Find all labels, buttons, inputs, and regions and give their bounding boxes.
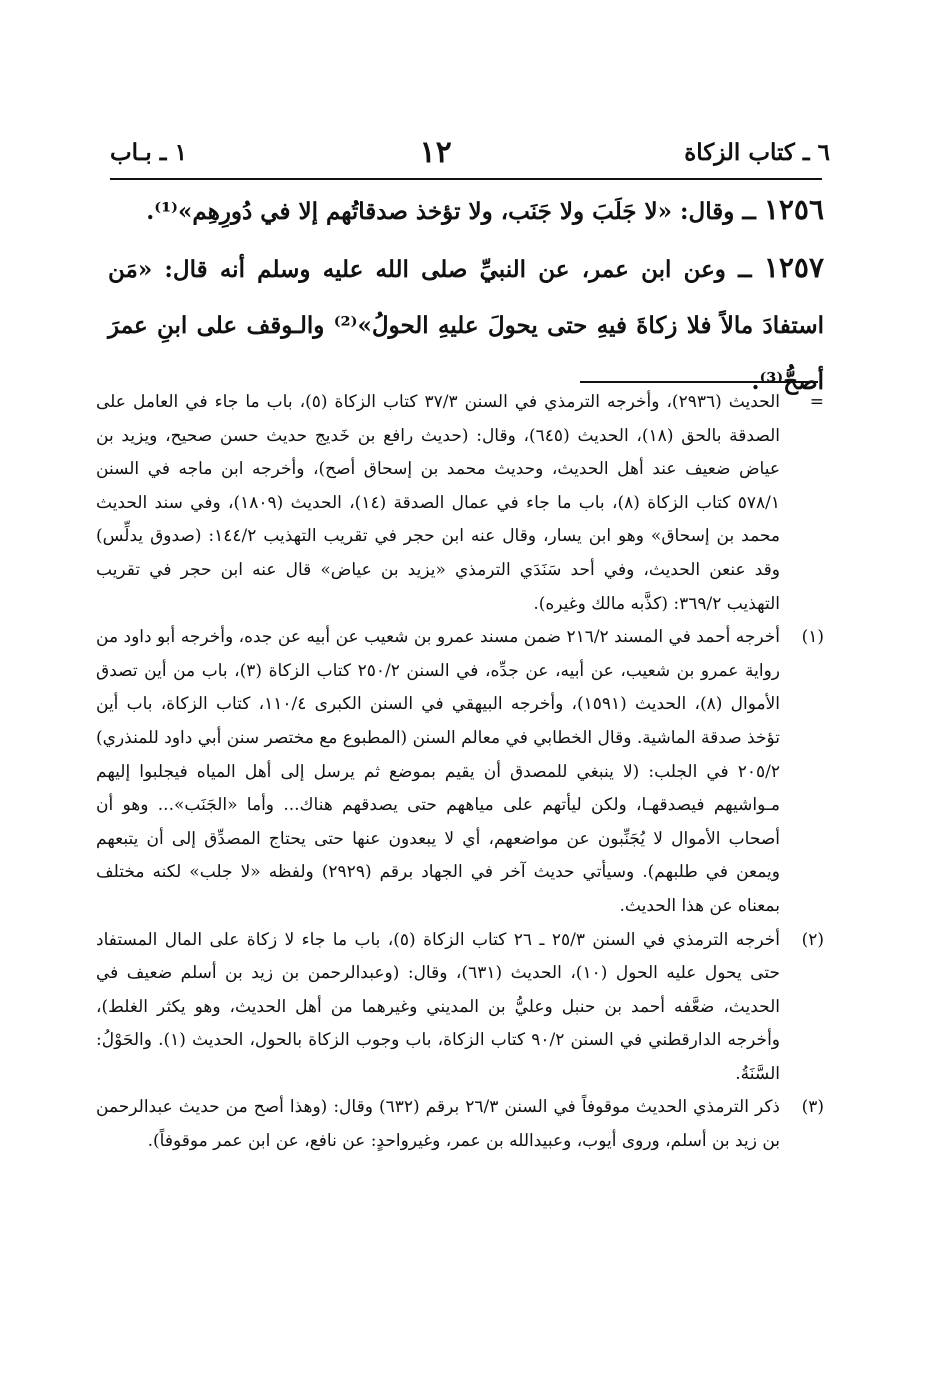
page-number: ١٢ xyxy=(419,134,452,170)
footnote-marker: = xyxy=(809,392,824,412)
hadith-1257 xyxy=(108,240,824,410)
hadith-text: ــ وقال: «لا جَلَبَ ولا جَنَب، ولا تؤخذ صدقاتُهم إلا في دُورِهِم»⁽¹⁾. xyxy=(146,198,756,225)
footnote-3 xyxy=(96,1091,824,1158)
section-title: ١ ـ بـاب xyxy=(110,138,187,166)
running-header xyxy=(110,128,830,176)
chapter-title: ٦ ـ كتاب الزكاة xyxy=(684,138,830,166)
hadith-number: ١٢٥٦ xyxy=(763,193,824,226)
hadith-number: ١٢٥٧ xyxy=(763,251,824,284)
footnote-marker: (٣) xyxy=(801,1097,824,1118)
hadith-text: ــ وعن ابن عمر، عن النبيِّ صلى الله عليه وسلم أنه قال: «مَن استفادَ مالاً فلا زكاةَ فيهِ حتى يحولَ عليهِ الحولُ»⁽²⁾ والـوقف على ابنِ عمرَ أصحُّ⁽³⁾. xyxy=(108,256,824,395)
footnote-text: ذكر الترمذي الحديث موقوفاً في السنن ٢٦/٣ برقم (٦٣٢) وقال: (وهذا أصح من حديث عبدالرحمن بن زيد بن أسلم، وروى أيوب، وعبيدالله بن عمر، وغيرواحدٍ: عن نافع، عن ابن عمر موقوفاً). xyxy=(96,1097,780,1152)
footnote-marker: (٢) xyxy=(801,929,824,950)
header-rule xyxy=(110,178,822,180)
footnote-separator xyxy=(580,381,818,383)
main-text xyxy=(108,182,824,410)
footnote-text: الحديث (٢٩٣٦)، وأخرجه الترمذي في السنن ٣٧/٣ كتاب الزكاة (٥)، باب ما جاء في العامل على الصدقة بالحق (١٨)، الحديث (٦٤٥)، وقال: (حديث رافع بن خَديج حديث حسن صحيح، ويزيد بن عياض ضعيف عند أهل الحديث، وحديث محمد بن إسحاق أصح)، وأخرجه ابن ماجه في السنن ٥٧٨/١ كتاب الزكاة (٨)، باب ما جاء في عمال الصدقة (١٤)، الحديث (١٨٠٩)، وفي سند الحديث محمد بن إسحاق» وهو ابن يسار، وقال عنه ابن حجر في تقريب التهذيب ١٤٤/٢: (صدوق يدلِّس) وقد عنعن الحديث، وفي أحد سَنَدَي الترمذي «يزيد بن عياض» قال عنه ابن حجر في تقريب التهذيب ٣٦٩/٢: (كذَّبه مالك وغيره). xyxy=(96,392,780,614)
footnote-text: أخرجه أحمد في المسند ٢١٦/٢ ضمن مسند عمرو بن شعيب عن أبيه عن جده، وأخرجه أبو داود من رواية عمرو بن شعيب، عن أبيه، عن جدِّه، في السنن ٢٥٠/٢ كتاب الزكاة (٣)، باب من أين تصدق الأموال (٨)، الحديث (١٥٩١)، وأخرجه البيهقي في السنن الكبرى ١١٠/٤، كتاب الزكاة، باب أين تؤخذ صدقة الماشية. وقال الخطابي في معالم السنن (المطبوع مع مختصر سنن أبي داود للمنذري) ٢٠٥/٢ في الجلب: (لا ينبغي للمصدق أن يقيم بموضع ثم يرسل إلى أهل المياه فيجلبوا إليهم مـواشيهم فيصدقهـا، ولكن ليأتهم على مياههم حتى يصدقهم هناك... وأما «الجَنَب»... وهو أن أصحاب الأموال لا يُجَنِّبون عن مواضعهم، أي لا يبعدون عنها حتى يحتاج المصدِّق إلى أن يتبعهم ويمعن في طلبهم). وسيأتي حديث آخر في الجهاد برقم (٢٩٢٩) ولفظه «لا جلب» لكنه مختلف بمعناه عن هذا الحديث. xyxy=(96,627,780,916)
footnote-marker: (١) xyxy=(801,627,824,648)
footnote-2 xyxy=(96,924,824,1092)
footnote-text: أخرجه الترمذي في السنن ٢٥/٣ ـ ٢٦ كتاب الزكاة (٥)، باب ما جاء لا زكاة على المال المستفاد حتى يحول عليه الحول (١٠)، الحديث (٦٣١)، وقال: (وعبدالرحمن بن زيد بن أسلم ضعيف في الحديث، ضعَّفه أحمد بن حنبل وعليُّ بن المديني وغيرهما من أهل الحديث، وهو يكثر الغلط)، وأخرجه الدارقطني في السنن ٩٠/٢ كتاب الزكاة، باب وجوب الزكاة بالحول، الحديث (١). والحَوْلُ: السَّنَةُ. xyxy=(96,929,781,1084)
hadith-1256 xyxy=(108,182,824,240)
footnotes xyxy=(96,386,824,1159)
footnote-1 xyxy=(96,621,824,923)
footnote-continued xyxy=(96,386,824,621)
